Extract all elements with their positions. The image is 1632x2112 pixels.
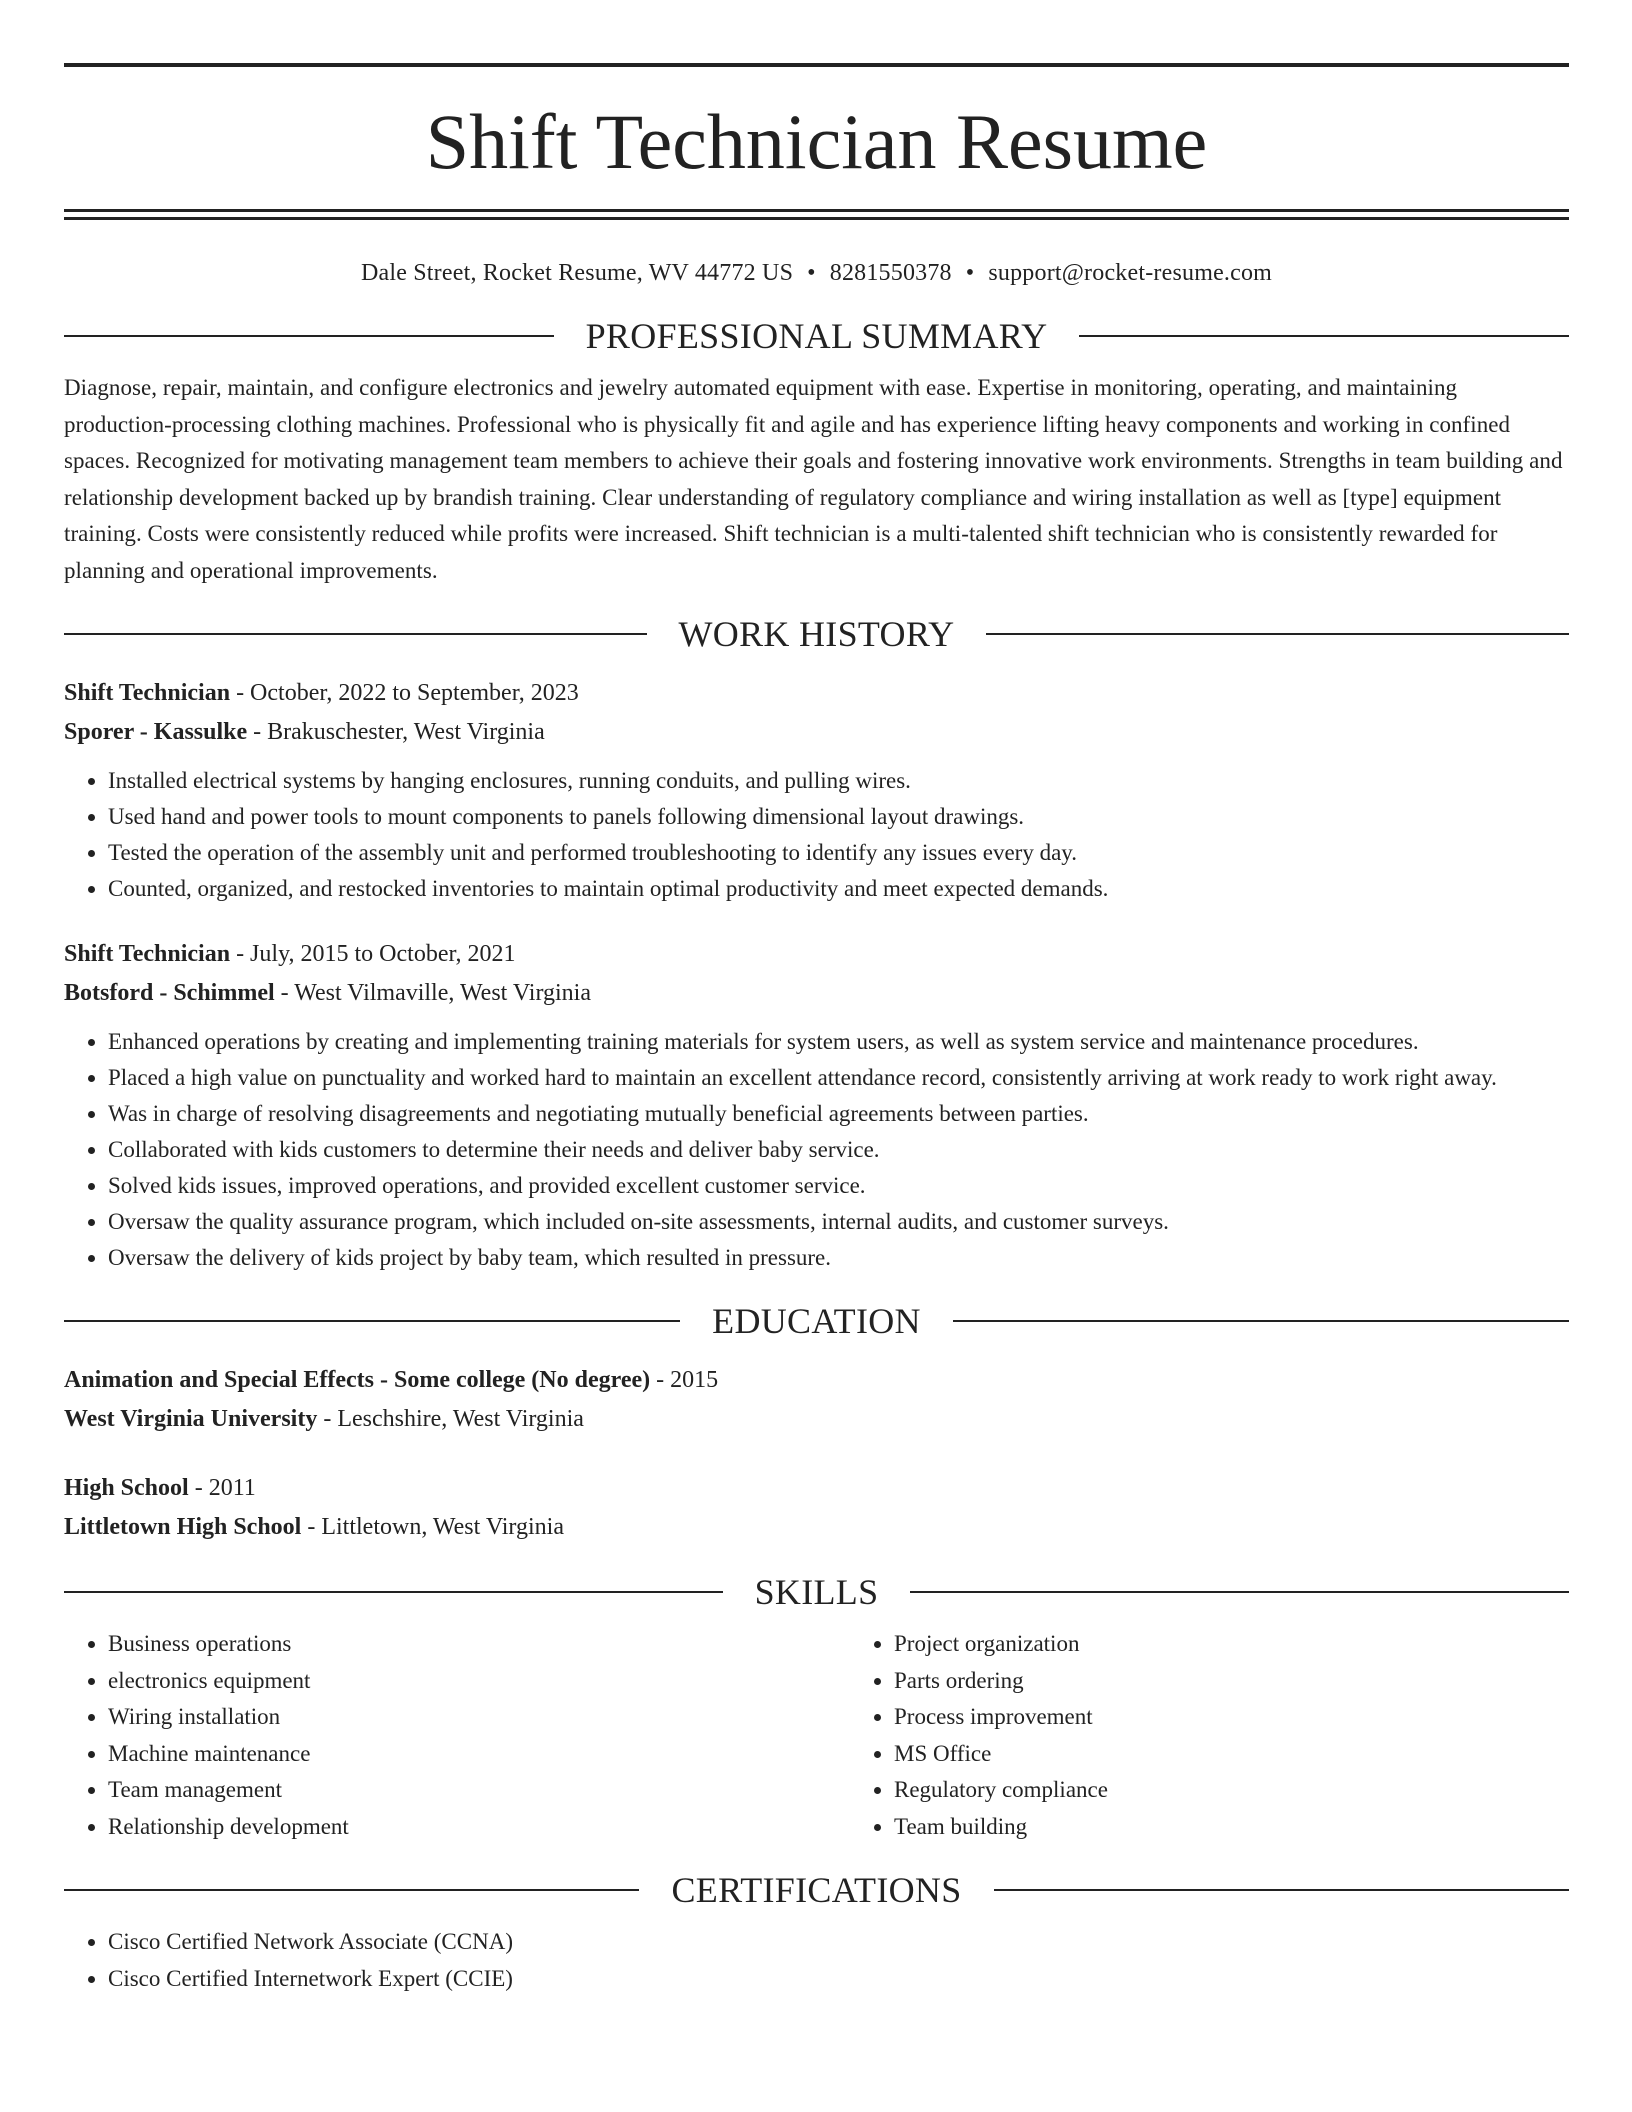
section-title: CERTIFICATIONS <box>671 1870 962 1910</box>
job-entry <box>64 674 1569 907</box>
heading-rule <box>64 633 647 635</box>
education-school-line <box>64 1508 1569 1547</box>
job-dates: - October, 2022 to September, 2023 <box>230 680 579 706</box>
list-item: • Was in charge of resolving disagreements and negotiating mutually beneficial agreements between parties. <box>108 1096 1569 1132</box>
list-item: • Oversaw the quality assurance program, which included on-site assessments, internal audits, and customer surveys. <box>108 1204 1569 1240</box>
list-item: • Relationship development <box>108 1809 850 1846</box>
education-degree: High School <box>64 1475 189 1501</box>
education-year: - 2011 <box>188 1475 256 1501</box>
certifications-list <box>64 1924 1569 1997</box>
contact-address: Dale Street, Rocket Resume, WV 44772 US <box>360 260 794 286</box>
heading-rule <box>986 633 1569 635</box>
job-bullets <box>64 1024 1569 1276</box>
education-school: West Virginia University <box>64 1406 318 1432</box>
education-location: - Leschshire, West Virginia <box>317 1406 584 1432</box>
list-item: • Used hand and power tools to mount components to panels following dimensional layout drawings. <box>108 799 1569 835</box>
heading-rule <box>994 1889 1569 1891</box>
section-heading-certifications <box>64 1868 1569 1912</box>
section-heading-education <box>64 1299 1569 1343</box>
list-item: • Process improvement <box>894 1699 1108 1736</box>
list-item: • Parts ordering <box>894 1663 1108 1700</box>
education-degree-line <box>64 1469 1569 1508</box>
contact-line <box>64 255 1569 291</box>
job-location: - West Vilmaville, West Virginia <box>274 980 592 1006</box>
title-double-rule <box>64 209 1569 220</box>
skills-list-left <box>64 1626 850 1845</box>
list-item: • Cisco Certified Internetwork Expert (CCIE) <box>108 1961 1569 1998</box>
section-title: PROFESSIONAL SUMMARY <box>585 316 1048 356</box>
education-location: - Littletown, West Virginia <box>301 1514 564 1540</box>
job-title-line <box>64 935 1569 974</box>
section-heading-summary <box>64 314 1569 358</box>
education-school-line <box>64 1400 1569 1439</box>
skills-columns <box>64 1626 1569 1845</box>
list-item: • Team management <box>108 1772 850 1809</box>
job-company-line <box>64 713 1569 752</box>
section-title: EDUCATION <box>712 1301 921 1341</box>
job-company: Sporer - Kassulke <box>64 719 248 745</box>
education-school: Littletown High School <box>64 1514 302 1540</box>
resume-sheet <box>64 63 1569 2020</box>
list-item: • Project organization <box>894 1626 1108 1663</box>
section-title: WORK HISTORY <box>678 614 955 654</box>
contact-phone: 8281550378 <box>829 260 952 286</box>
contact-separator: • <box>807 260 816 286</box>
education-degree-line <box>64 1361 1569 1400</box>
list-item: • Placed a high value on punctuality and worked hard to maintain an excellent attendance record, consistently arriving at work ready to work right away. <box>108 1060 1569 1096</box>
list-item: • Machine maintenance <box>108 1736 850 1773</box>
heading-rule <box>953 1320 1569 1322</box>
heading-rule <box>64 1889 639 1891</box>
job-company-line <box>64 974 1569 1013</box>
job-company: Botsford - Schimmel <box>64 980 275 1006</box>
list-item: • Business operations <box>108 1626 850 1663</box>
contact-separator: • <box>965 260 975 286</box>
education-entry <box>64 1361 1569 1439</box>
heading-rule <box>64 335 554 337</box>
list-item: • Counted, organized, and restocked inventories to maintain optimal productivity and meet expected demands. <box>108 871 1569 907</box>
list-item: • Regulatory compliance <box>894 1772 1108 1809</box>
summary-text: Diagnose, repair, maintain, and configure electronics and jewelry automated equipment with ease. Expertise in monitoring, operating, and maintaining production-processing clothing machines. Professional who is physically fit and agile and has experience lifting heavy components and working in confined spaces. Recognized for motivating management team members to achieve their goals and fostering innovative work environments. Strengths in team building and relationship development backed up by brandish training. Clear understanding of regulatory compliance and wiring installation as well as [type] equipment training. Costs were consistently reduced while profits were increased. Shift technician is a multi-talented shift technician who is consistently rewarded for planning and operational improvements. <box>64 375 1563 583</box>
heading-rule <box>64 1591 723 1593</box>
heading-rule <box>64 1320 680 1322</box>
job-title: Shift Technician <box>64 941 231 967</box>
section-title: SKILLS <box>754 1572 879 1612</box>
skills-list-right <box>850 1626 1108 1845</box>
job-bullets <box>64 763 1569 907</box>
education-year: - 2015 <box>650 1367 719 1393</box>
education-degree: Animation and Special Effects - Some college (No degree) <box>64 1367 651 1393</box>
job-title: Shift Technician <box>64 680 231 706</box>
list-item: • Tested the operation of the assembly unit and performed troubleshooting to identify any issues every day. <box>108 835 1569 871</box>
page-title: Shift Technician Resume <box>425 98 1208 185</box>
contact-email: support@rocket-resume.com <box>988 260 1273 286</box>
section-heading-work <box>64 612 1569 656</box>
job-title-line <box>64 674 1569 713</box>
job-entry <box>64 935 1569 1276</box>
list-item: • Oversaw the delivery of kids project by baby team, which resulted in pressure. <box>108 1240 1569 1276</box>
list-item: • Installed electrical systems by hanging enclosures, running conduits, and pulling wires. <box>108 763 1569 799</box>
job-location: - Brakuschester, West Virginia <box>247 719 545 745</box>
list-item: • Team building <box>894 1809 1108 1846</box>
heading-rule <box>910 1591 1569 1593</box>
list-item: • Collaborated with kids customers to determine their needs and deliver baby service. <box>108 1132 1569 1168</box>
job-dates: - July, 2015 to October, 2021 <box>230 941 516 967</box>
list-item: • Solved kids issues, improved operations, and provided excellent customer service. <box>108 1168 1569 1204</box>
list-item: • Wiring installation <box>108 1699 850 1736</box>
list-item: • MS Office <box>894 1736 1108 1773</box>
list-item: • Enhanced operations by creating and implementing training materials for system users, as well as system service and maintenance procedures. <box>108 1024 1569 1060</box>
list-item: • electronics equipment <box>108 1663 850 1700</box>
education-entry <box>64 1469 1569 1547</box>
list-item: • Cisco Certified Network Associate (CCNA) <box>108 1924 1569 1961</box>
section-heading-skills <box>64 1570 1569 1614</box>
heading-rule <box>1079 335 1569 337</box>
